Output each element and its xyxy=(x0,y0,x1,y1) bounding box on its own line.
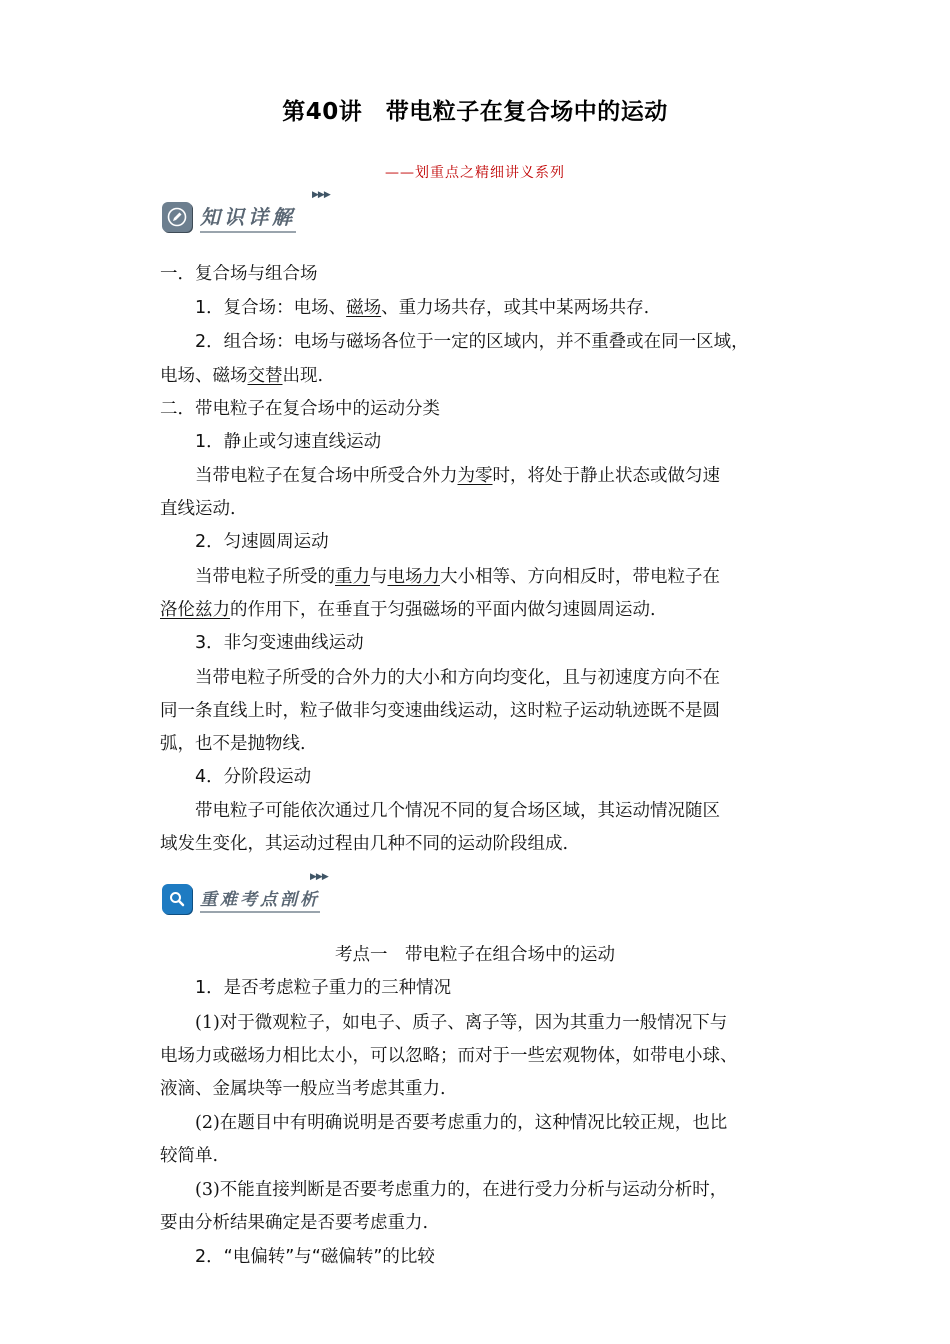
sub2-underlined-1: 重力 xyxy=(335,567,370,587)
sub2-text-a: 当带电粒子所受的 xyxy=(195,567,335,587)
paragraph-item1 xyxy=(195,296,835,320)
q1-line1: (1)对于微观粒子，如电子、质子、离子等，因为其重力一般情况下与 xyxy=(195,1013,728,1033)
subheading-2: 2．匀速圆周运动 xyxy=(195,532,329,552)
item1-text-a: 电场、 xyxy=(293,298,347,318)
subheading-1: 1．静止或匀速直线运动 xyxy=(195,432,382,452)
sub4-line1: 带电粒子可能依次通过几个情况不同的复合场区域，其运动情况随区 xyxy=(195,801,720,821)
question-2-heading: 2．“电偏转”与“磁偏转”的比较 xyxy=(195,1247,435,1267)
sub2-underlined-3: 洛伦兹力 xyxy=(160,600,230,620)
sub4-line2: 域发生变化，其运动过程由几种不同的运动阶段组成. xyxy=(160,834,569,854)
q1-line6: (3)不能直接判断是否要考虑重力的，在进行受力分析与运动分析时， xyxy=(195,1180,728,1200)
q1-line5: 较简单. xyxy=(160,1146,219,1166)
sub1-underlined: 为零 xyxy=(457,466,493,486)
q1-line7: 要由分析结果确定是否要考虑重力. xyxy=(160,1213,429,1233)
document-subtitle: ——划重点之精细讲义系列 xyxy=(385,165,565,181)
section-badge-knowledge xyxy=(162,190,330,238)
question-1-heading: 1．是否考虑粒子重力的三种情况 xyxy=(195,978,452,998)
q1-line3: 液滴、金属块等一般应当考虑其重力. xyxy=(160,1079,446,1099)
document-title: 第40讲 带电粒子在复合场中的运动 xyxy=(282,99,668,125)
key-point-title: 考点一 带电粒子在组合场中的运动 xyxy=(335,945,615,965)
magnifier-icon xyxy=(162,884,192,914)
item2-label: 2．组合场： xyxy=(195,332,294,352)
sub2-text-c: 大小相等、方向相反时，带电粒子在 xyxy=(440,567,720,587)
sub2-line2 xyxy=(160,598,800,622)
subheading-4: 4．分阶段运动 xyxy=(195,767,312,787)
sub1-line2: 直线运动. xyxy=(160,499,236,519)
sub2-underlined-2: 电场力 xyxy=(387,567,440,587)
item2-underlined: 交替 xyxy=(247,366,283,386)
pencil-icon xyxy=(162,202,192,232)
item2-text-a: 电场与磁场各位于一定的区域内，并不重叠或在同一区域， xyxy=(293,332,749,352)
item2-text-b: 电场、磁场 xyxy=(160,366,248,386)
arrows-icon-2: ▶▶▶ xyxy=(310,872,328,882)
sub2-text-b: 与 xyxy=(370,567,388,587)
heading-2: 二．带电粒子在复合场中的运动分类 xyxy=(160,399,440,419)
heading-1: 一．复合场与组合场 xyxy=(160,264,318,284)
sub3-line1: 当带电粒子所受的合外力的大小和方向均变化，且与初速度方向不在 xyxy=(195,668,720,688)
paragraph-item2-line2 xyxy=(160,364,800,388)
item1-label: 1．复合场： xyxy=(195,298,294,318)
q1-line2: 电场力或磁场力相比太小，可以忽略；而对于一些宏观物体，如带电小球、 xyxy=(160,1046,738,1066)
q1-line4: (2)在题目中有明确说明是否要考虑重力的，这种情况比较正规，也比 xyxy=(195,1113,728,1133)
sub1-line1 xyxy=(195,464,835,488)
arrows-icon: ▶▶▶ xyxy=(312,190,330,200)
sub2-line1 xyxy=(195,565,835,589)
sub2-text-d: 的作用下，在垂直于匀强磁场的平面内做匀速圆周运动. xyxy=(230,600,656,620)
subheading-3: 3．非匀变速曲线运动 xyxy=(195,633,364,653)
sub1-text-a: 当带电粒子在复合场中所受合外力 xyxy=(195,466,458,486)
item1-text-b: 、重力场共存，或其中某两场共存. xyxy=(381,298,650,318)
sub3-line3: 弧，也不是抛物线. xyxy=(160,734,306,754)
item1-underlined: 磁场 xyxy=(346,298,382,318)
section-badge-label-2: 重难考点剖析 xyxy=(200,885,320,913)
section-badge-key-points xyxy=(162,872,328,920)
paragraph-item2-line1 xyxy=(195,330,835,354)
sub1-text-b: 时，将处于静止状态或做匀速 xyxy=(492,466,720,486)
sub3-line2: 同一条直线上时，粒子做非匀变速曲线运动，这时粒子运动轨迹既不是圆 xyxy=(160,701,720,721)
item2-text-c: 出现. xyxy=(282,366,324,386)
section-badge-label: 知识详解 xyxy=(200,201,296,233)
